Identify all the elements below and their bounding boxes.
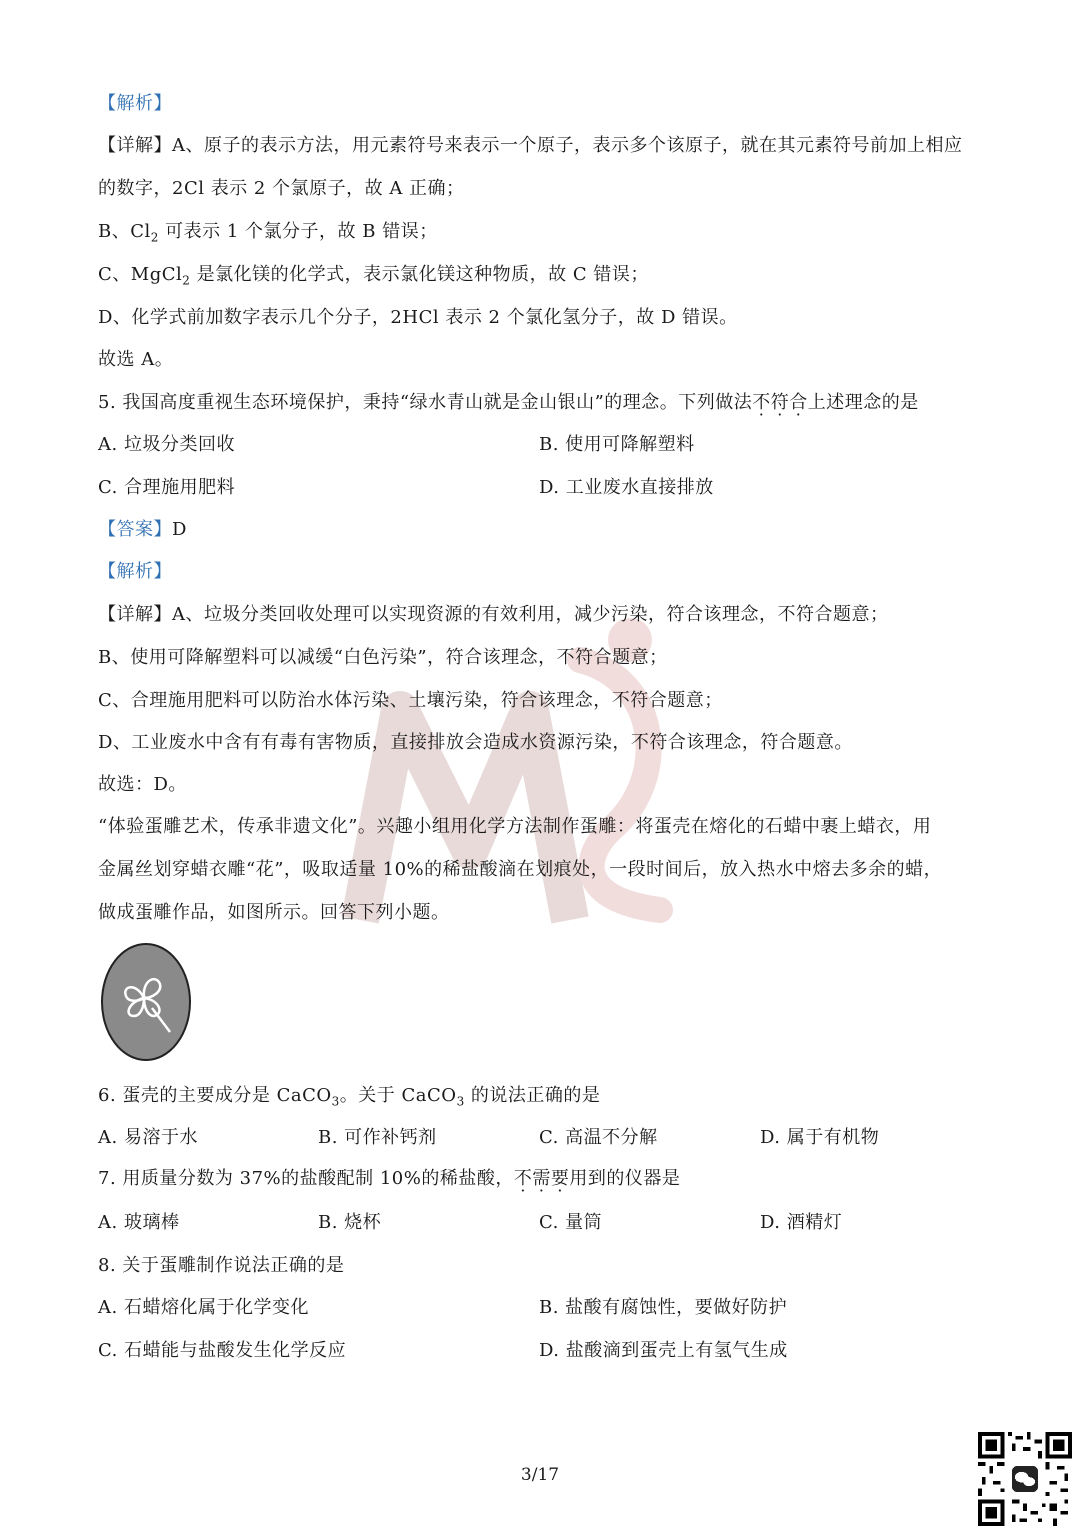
option-b: B. 可作补钙剂 xyxy=(318,1127,437,1148)
detail-label: 【详解】 xyxy=(98,135,172,156)
option-c: C. 石蜡能与盐酸发生化学反应 xyxy=(98,1340,347,1361)
detail-paragraph: 【详解】A、垃圾分类回收处理可以实现资源的有效利用，减少污染，符合该理念，不符合题意； xyxy=(98,604,889,625)
question-6-stem: 6. 蛋壳的主要成分是 CaCO$_3$。关于 CaCO$_3$ 的说法正确的是 xyxy=(98,1085,601,1109)
option-d: D. 工业废水直接排放 xyxy=(539,477,714,498)
option-b: B. 烧杯 xyxy=(318,1212,382,1233)
detail-line-c: C、合理施用肥料可以防治水体污染、土壤污染，符合该理念，不符合题意； xyxy=(98,690,723,711)
option-c: C. 高温不分解 xyxy=(539,1127,658,1148)
option-c: C. 合理施用肥料 xyxy=(98,477,236,498)
egg-carving-figure xyxy=(100,942,192,1062)
answer-line: 【答案】D xyxy=(98,519,187,540)
option-a: A. 石蜡熔化属于化学变化 xyxy=(98,1297,309,1318)
conclusion: 故选 A。 xyxy=(98,349,174,370)
detail-paragraph: 【详解】A、原子的表示方法，用元素符号来表示一个原子，表示多个该原子，就在其元素符号前加上相应 xyxy=(98,135,963,156)
detail-line-c: C、MgCl$_2$ 是氯化镁的化学式，表示氯化镁这种物质，故 C 错误； xyxy=(98,264,649,288)
option-b: B. 使用可降解塑料 xyxy=(539,434,695,455)
passage-line: “体验蛋雕艺术，传承非遗文化”。兴趣小组用化学方法制作蛋雕：将蛋壳在熔化的石蜡中裹上蜡衣，用 xyxy=(98,816,932,837)
detail-label: 【详解】 xyxy=(98,604,172,625)
passage-line: 金属丝划穿蜡衣雕“花”，吸取适量 10%的稀盐酸滴在划痕处，一段时间后，放入热水中熔去多余的蜡， xyxy=(98,859,943,880)
option-d: D. 盐酸滴到蛋壳上有氢气生成 xyxy=(539,1340,788,1361)
question-8-stem: 8. 关于蛋雕制作说法正确的是 xyxy=(98,1255,345,1276)
option-b: B. 盐酸有腐蚀性，要做好防护 xyxy=(539,1297,788,1318)
analysis-label: 【解析】 xyxy=(98,561,172,582)
option-c: C. 量筒 xyxy=(539,1212,603,1233)
option-d: D. 酒精灯 xyxy=(760,1212,843,1233)
conclusion: 故选：D。 xyxy=(98,774,187,795)
detail-line-b: B、$Cl_2$ 可表示 1 个氯分子，故 B 错误； xyxy=(98,221,438,245)
option-a: A. 垃圾分类回收 xyxy=(98,434,235,455)
passage-line: 做成蛋雕作品，如图所示。回答下列小题。 xyxy=(98,902,450,923)
detail-line-b: B、使用可降解塑料可以减缓“白色污染”，符合该理念，不符合题意； xyxy=(98,647,668,668)
question-7-stem: 7. 用质量分数为 37%的盐酸配制 10%的稀盐酸，不需要用到的仪器是 xyxy=(98,1168,681,1189)
question-5-stem: 5. 我国高度重视生态环境保护，秉持“绿水青山就是金山银山”的理念。下列做法不符合上述理念的是 xyxy=(98,392,919,413)
analysis-label: 【解析】 xyxy=(98,93,172,114)
answer-label: 【答案】 xyxy=(98,519,172,540)
detail-line-d: D、化学式前加数字表示几个分子，2HCl 表示 2 个氯化氢分子，故 D 错误。 xyxy=(98,307,738,328)
detail-line-d: D、工业废水中含有有毒有害物质，直接排放会造成水资源污染，不符合该理念，符合题意。 xyxy=(98,732,853,753)
detail-line: 的数字，2Cl 表示 2 个氯原子，故 A 正确； xyxy=(98,178,465,199)
page-number: 3/17 xyxy=(520,1465,560,1485)
option-a: A. 易溶于水 xyxy=(98,1127,198,1148)
option-d: D. 属于有机物 xyxy=(760,1127,880,1148)
option-a: A. 玻璃棒 xyxy=(98,1212,180,1233)
qr-code xyxy=(978,1432,1072,1526)
